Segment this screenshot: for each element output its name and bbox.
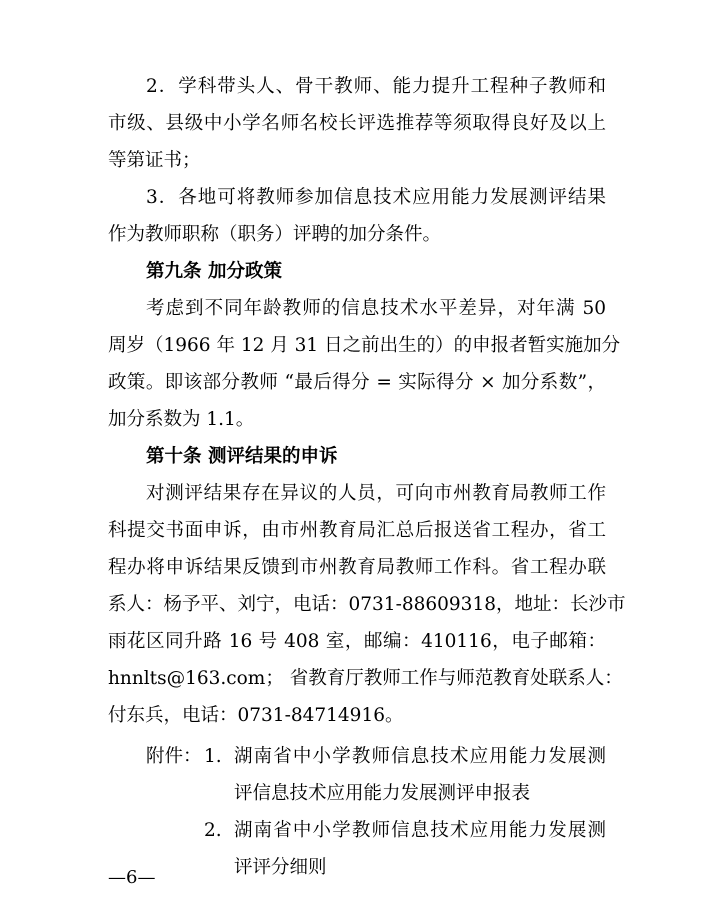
paragraph-line: 政策。即该部分教师 “最后得分 = 实际得分 × 加分系数”， xyxy=(108,372,606,393)
paragraph-line: 对测评结果存在异议的人员，可向市州教育局教师工作 xyxy=(146,483,606,504)
paragraph-line: 付东兵，电话：0731-84714916。 xyxy=(108,705,404,726)
attachment-number: 1. xyxy=(204,746,222,767)
attachment-number: 2. xyxy=(204,820,222,841)
attachment-title: 评评分细则 xyxy=(234,857,327,878)
paragraph-line: 雨花区同升路 16 号 408 室，邮编：410116，电子邮箱： xyxy=(108,631,606,652)
paragraph-line: 科提交书面申诉，由市州教育局汇总后报送省工程办，省工 xyxy=(108,520,606,541)
attachment-title: 湖南省中小学教师信息技术应用能力发展测 xyxy=(234,820,606,841)
paragraph-line: 周岁（1966 年 12 月 31 日之前出生的）的申报者暂实施加分 xyxy=(108,335,621,356)
paragraph-line: 考虑到不同年龄教师的信息技术水平差异，对年满 50 xyxy=(146,298,606,319)
article-heading: 第九条 加分政策 xyxy=(146,261,282,282)
attachment-title: 湖南省中小学教师信息技术应用能力发展测 xyxy=(234,746,606,767)
paragraph-line: 等第证书； xyxy=(108,150,201,171)
page-number: —6— xyxy=(108,867,156,888)
attachment-title: 评信息技术应用能力发展测评申报表 xyxy=(234,783,531,804)
paragraph-line: 作为教师职称（职务）评聘的加分条件。 xyxy=(108,224,442,245)
paragraph-line: hnnlts@163.com； 省教育厅教师工作与师范教育处联系人： xyxy=(108,668,623,689)
paragraph-line: 加分系数为 1.1。 xyxy=(108,409,255,430)
article-heading: 第十条 测评结果的申诉 xyxy=(146,446,338,467)
attachments-label: 附件： xyxy=(146,746,202,767)
paragraph-line: 市级、县级中小学名师名校长评选推荐等须取得良好及以上 xyxy=(108,113,606,134)
paragraph-line: 程办将申诉结果反馈到市州教育局教师工作科。省工程办联 xyxy=(108,557,606,578)
paragraph-line: 2．学科带头人、骨干教师、能力提升工程种子教师和 xyxy=(146,76,606,97)
paragraph-line: 系人：杨予平、刘宁，电话：0731-88609318，地址：长沙市 xyxy=(108,594,626,615)
paragraph-line: 3．各地可将教师参加信息技术应用能力发展测评结果 xyxy=(146,187,606,208)
